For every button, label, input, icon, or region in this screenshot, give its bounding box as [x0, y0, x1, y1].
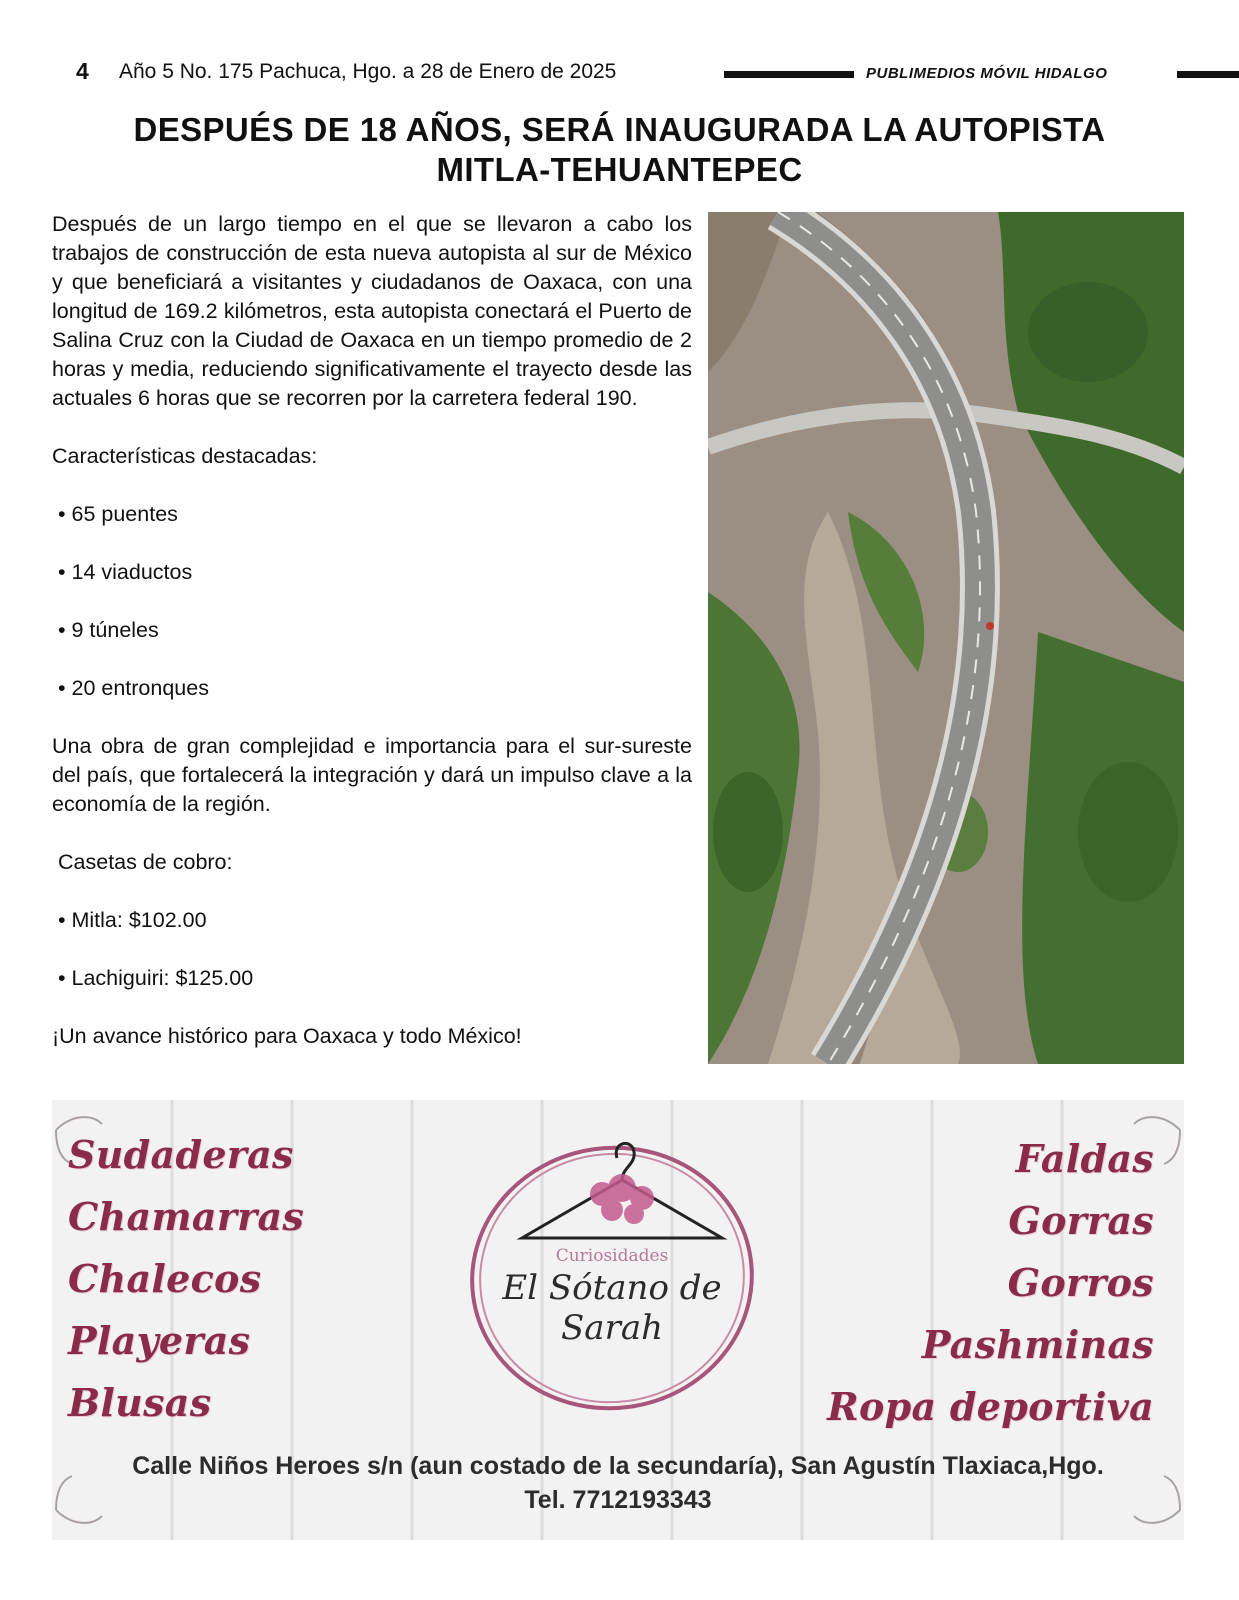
issue-line: Año 5 No. 175 Pachuca, Hgo. a 28 de Enero de 2025: [119, 60, 617, 83]
highway-aerial-photo: [708, 212, 1184, 1064]
ad-item-right: Gorras: [1008, 1198, 1154, 1243]
article-final-line: ¡Un avance histórico para Oaxaca y todo México!: [52, 1024, 522, 1048]
headline-line-2: MITLA-TEHUANTEPEC: [436, 151, 803, 188]
article-headline: [40, 110, 1199, 190]
tolls-heading: Casetas de cobro:: [58, 850, 233, 874]
ad-item-left: Playeras: [68, 1318, 251, 1363]
ad-item-left: Blusas: [68, 1380, 212, 1425]
article-closing: Una obra de gran complejidad e importancia para el sur-sureste del país, que fortalecerá la integración y dará un impulso clave a la economía de la región.: [52, 734, 692, 816]
article-body: [52, 210, 692, 1051]
ad-item-left: Chamarras: [68, 1194, 305, 1239]
ad-item-left: Sudaderas: [68, 1132, 294, 1177]
page-number: 4: [76, 58, 89, 84]
store-phone: Tel. 7712193343: [524, 1486, 712, 1514]
feature-item: • 9 túneles: [58, 618, 159, 642]
masthead: [0, 58, 1239, 88]
toll-item: • Lachiguiri: $125.00: [58, 966, 254, 990]
feature-item: • 65 puentes: [58, 502, 178, 526]
ad-item-right: Faldas: [1015, 1136, 1154, 1181]
publication-name: PUBLIMEDIOS MÓVIL HIDALGO: [866, 65, 1108, 82]
flower-icon: [590, 1174, 654, 1224]
features-heading: Características destacadas:: [52, 444, 318, 468]
headline-line-1: DESPUÉS DE 18 AÑOS, SERÁ INAUGURADA LA AUTOPISTA: [133, 111, 1106, 148]
feature-item: • 20 entronques: [58, 676, 209, 700]
store-logo: [462, 1118, 792, 1418]
ad-item-left: Chalecos: [68, 1256, 262, 1301]
logo-store-name: El Sótano de Sarah: [502, 1268, 722, 1348]
logo-tagline: Curiosidades: [555, 1246, 669, 1266]
feature-item: • 14 viaductos: [58, 560, 193, 584]
masthead-rule: [1177, 71, 1239, 78]
clothing-store-ad: [52, 1100, 1184, 1540]
toll-item: • Mitla: $102.00: [58, 908, 207, 932]
article-intro: Después de un largo tiempo en el que se llevaron a cabo los trabajos de construcción de esta nueva autopista al sur de México y que beneficiará a visitantes y ciudadanos de Oaxaca, con una longitud de 169.2 kilómetros, esta autopista conectará el Puerto de Salina Cruz con la Ciudad de Oaxaca en un tiempo promedio de 2 horas y media, reduciendo significativamente el trayecto desde las actuales 6 horas que se recorren por la carretera federal 190.: [52, 212, 692, 410]
ad-item-right: Pashminas: [921, 1322, 1154, 1367]
masthead-rule: [724, 71, 854, 78]
ad-item-right: Ropa deportiva: [827, 1384, 1154, 1429]
ad-item-right: Gorros: [1007, 1260, 1154, 1305]
store-address: Calle Niños Heroes s/n (aun costado de la secundaría), San Agustín Tlaxiaca,Hgo.: [132, 1452, 1104, 1480]
